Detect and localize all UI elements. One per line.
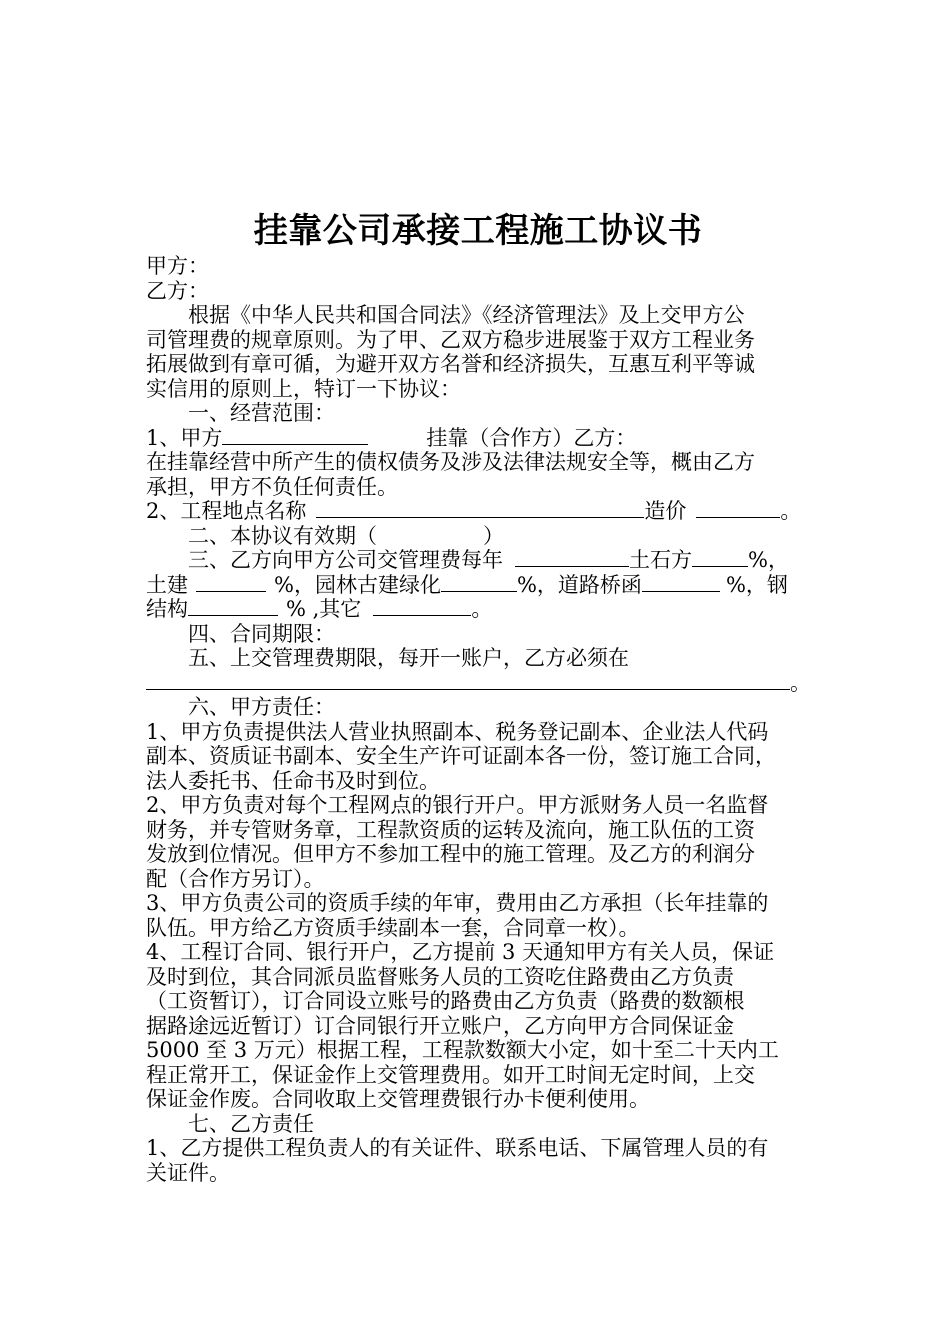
- section-6-line: 5000 至 3 万元）根据工程，工程款数额大小定，如十至二十天内工: [146, 1038, 779, 1062]
- section-6-line: 2、甲方负责对每个工程网点的银行开户。甲方派财务人员一名监督: [146, 793, 769, 817]
- section-7-line: 关证件。: [146, 1160, 230, 1185]
- section-1-line: 承担，甲方不负任何责任。: [146, 474, 398, 499]
- validity-label: 二、本协议有效期（: [188, 523, 377, 548]
- section-6-line: 及时到位，其合同派员监督账务人员的工资吃住路费由乙方负责: [146, 964, 734, 989]
- section-6-line: 配（合作方另订）。: [146, 866, 325, 891]
- period-mark: 。: [471, 597, 493, 621]
- document-title: 挂靠公司承接工程施工协议书: [253, 211, 703, 251]
- section-1-heading: 一、经营范围：: [188, 401, 335, 425]
- section-6-line: 发放到位情况。但甲方不参加工程中的施工管理。及乙方的利润分: [146, 842, 755, 866]
- payment-term-line: 五、上交管理费期限，每开一账户，乙方必须在: [188, 646, 629, 670]
- section-7-heading: 七、乙方责任: [188, 1111, 314, 1136]
- section-6-line: （工资暂订），订合同设立账号的路费由乙方负责（路费的数额根: [146, 989, 745, 1013]
- fee-label: 三、乙方向甲方公司交管理费每年: [188, 548, 503, 572]
- fee-line-2: [146, 573, 810, 598]
- civil-blank[interactable]: [196, 573, 266, 592]
- other-blank[interactable]: [373, 597, 471, 616]
- annual-fee-blank[interactable]: [515, 548, 629, 567]
- steel-structure-label: 结构: [146, 597, 188, 621]
- project-location-label: 2、工程地点名称: [146, 499, 307, 523]
- party-a-label: 甲方：: [146, 254, 209, 278]
- section-6-line: 1、甲方负责提供法人营业执照副本、税务登记副本、企业法人代码: [146, 719, 769, 744]
- section-6-line: 队伍。甲方给乙方资质手续副本一套，合同章一枚）。: [146, 915, 640, 940]
- section-1-line: 在挂靠经营中所产生的债权债务及涉及法律法规安全等，概由乙方: [146, 450, 755, 474]
- other-label: % ,其它: [286, 597, 362, 621]
- landscape-blank[interactable]: [441, 573, 517, 592]
- price-label: 造价: [644, 499, 687, 523]
- road-bridge-label: %，道路桥函: [516, 572, 642, 597]
- period-mark: 。: [780, 499, 802, 523]
- affiliation-text: 挂靠（合作方）乙方：: [426, 425, 637, 450]
- section-6-line: 财务，并专管财务章，工程款资质的运转及流向，施工队伍的工资: [146, 817, 755, 842]
- section-6-line: 法人委托书、任命书及时到位。: [146, 768, 440, 793]
- validity-line: [146, 524, 810, 549]
- payment-term-blank[interactable]: [146, 671, 790, 690]
- payment-term-blank-line: [146, 671, 810, 696]
- steel-label: %，钢: [725, 572, 788, 597]
- section-7-line: 1、乙方提供工程负责人的有关证件、联系电话、下属管理人员的有: [146, 1136, 769, 1160]
- project-location-line: [146, 499, 810, 524]
- project-location-blank[interactable]: [316, 499, 644, 518]
- intro-line: 司管理费的规章原则。为了甲、乙双方稳步进展鉴于双方工程业务: [146, 327, 755, 352]
- landscape-label: %，园林古建绿化: [274, 572, 441, 597]
- road-bridge-blank[interactable]: [642, 573, 720, 592]
- section-6-line: 程正常开工，保证金作上交管理费用。如开工时间无定时间，上交: [146, 1062, 755, 1087]
- civil-label: 土建: [146, 572, 188, 597]
- party-b-label: 乙方：: [146, 278, 209, 303]
- document-body: [146, 254, 810, 1185]
- period-mark: 。: [790, 670, 811, 695]
- section-6-line: 副本、资质证书副本、安全生产许可证副本各一份，签订施工合同，: [146, 744, 776, 768]
- party-a-blank[interactable]: [222, 426, 368, 445]
- section-6-line: 据路途远近暂订）订合同银行开立账户，乙方向甲方合同保证金: [146, 1013, 734, 1038]
- intro-line: 根据《中华人民共和国合同法》《经济管理法》及上交甲方公: [188, 303, 745, 327]
- fee-line-1: [146, 548, 810, 573]
- price-blank[interactable]: [696, 499, 780, 518]
- section-6-line: 4、工程订合同、银行开户，乙方提前 3 天通知甲方有关人员，保证: [146, 940, 775, 964]
- fee-line-3: [146, 597, 810, 622]
- validity-blank[interactable]: [377, 525, 483, 543]
- intro-line: 拓展做到有章可循，为避开双方名誉和经济损失，互惠互利平等诚: [146, 352, 755, 376]
- section-6-heading: 六、甲方责任：: [188, 695, 335, 719]
- validity-close: ）: [483, 523, 504, 548]
- earthwork-label: 土石方: [629, 548, 692, 572]
- earthwork-blank[interactable]: [692, 548, 748, 567]
- section-4-heading: 四、合同期限：: [188, 621, 335, 646]
- percent-mark: %，: [748, 548, 789, 572]
- steel-blank[interactable]: [188, 597, 278, 616]
- section-6-line: 3、甲方负责公司的资质手续的年审，费用由乙方承担（长年挂靠的: [146, 891, 769, 915]
- intro-line: 实信用的原则上，特订一下协议：: [146, 376, 461, 401]
- section-6-line: 保证金作废。合同收取上交管理费银行办卡便利使用。: [146, 1087, 650, 1111]
- party-a-text: 1、甲方: [146, 425, 223, 450]
- section-1-line-1: [146, 426, 810, 451]
